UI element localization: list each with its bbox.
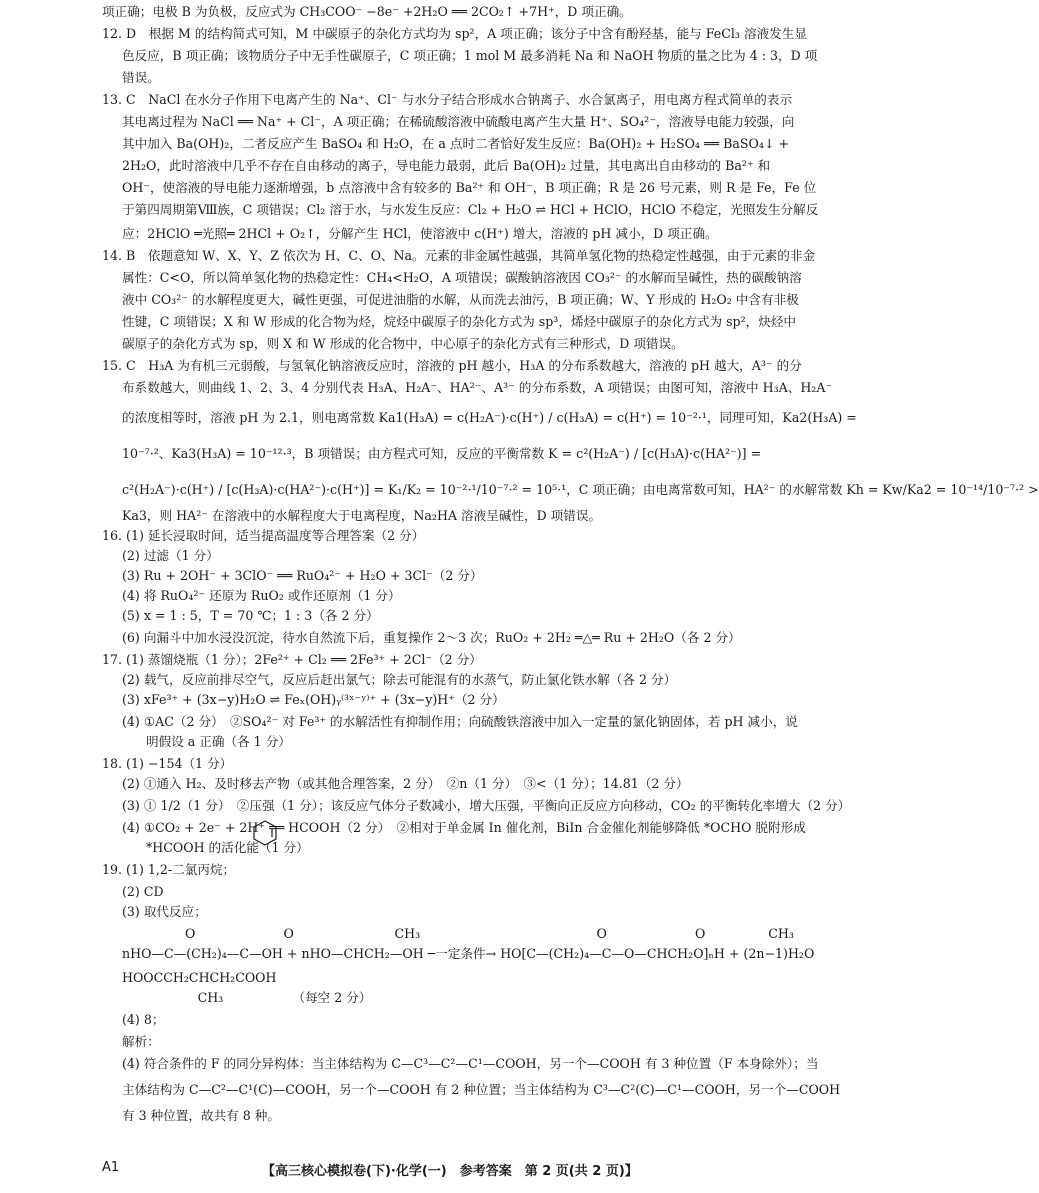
text-line: (3) 取代反应； (122, 904, 207, 919)
text-line: (2) ①通入 H₂、及时移去产物（或其他合理答案，2 分） ②n（1 分） ③<（1 分）；14.81（2 分） (122, 776, 689, 791)
equation-line: nHO—C—(CH₂)₄—C—OH + nHO—CHCH₂—OH ─一定条件→ HO[C—(CH₂)₄—C—O—CHCH₂O]ₙH + (2n−1)H₂O (122, 946, 815, 961)
text-line: 错误。 (122, 70, 160, 85)
text-line: 12. D 根据 M 的结构简式可知，M 中碳原子的杂化方式均为 sp²，A 项正确；该分子中含有酚羟基，能与 FeCl₃ 溶液发生显 (102, 26, 807, 41)
text-line: 18. (1) −154（1 分） (102, 756, 233, 771)
text-line: 项正确；电极 B 为负极，反应式为 CH₃COO⁻ −8e⁻ +2H₂O ══ 2CO₂↑ +7H⁺，D 项正确。 (102, 4, 632, 19)
text-line: 明假设 a 正确（各 1 分） (146, 734, 291, 749)
structure-line: HOOCCH₂CHCH₂COOH (122, 970, 277, 985)
page-code: A1 (102, 1160, 120, 1175)
text-line: (6) 向漏斗中加水浸没沉淀，待水自然流下后，重复操作 2～3 次；RuO₂ + 2H₂ ═△═ Ru + 2H₂O（各 2 分） (122, 630, 741, 645)
text-line: (2) 过滤（1 分） (122, 548, 219, 563)
text-line: (4) 符合条件的 F 的同分异构体：当主体结构为 C—C³—C²—C¹—COOH，另一个—COOH 有 3 种位置（F 本身除外）；当 (122, 1056, 819, 1071)
structure-line: O O CH₃ O O CH₃ (122, 926, 794, 941)
text-line: 其中加入 Ba(OH)₂，二者反应产生 BaSO₄ 和 H₂O，在 a 点时二者恰好发生反应：Ba(OH)₂ + H₂SO₄ ══ BaSO₄↓ + (122, 136, 790, 151)
text-line: (4) 将 RuO₄²⁻ 还原为 RuO₂ 或作还原剂（1 分） (122, 588, 401, 603)
text-line: 14. B 依题意知 W、X、Y、Z 依次为 H、C、O、Na。元素的非金属性越强，其简单氢化物的热稳定性越强，由于元素的非金 (102, 248, 816, 263)
text-line: 13. C NaCl 在水分子作用下电离产生的 Na⁺、Cl⁻ 与水分子结合形成水合钠离子、水合氯离子，用电离方程式简单的表示 (102, 92, 793, 107)
text-line: 主体结构为 C—C²—C¹(C)—COOH，另一个—COOH 有 2 种位置；当主体结构为 C³—C²(C)—C¹—COOH，另一个—COOH (122, 1082, 841, 1097)
text-line: Ka3，则 HA²⁻ 在溶液中的水解程度大于电离程度，Na₂HA 溶液呈碱性，D 项错误。 (122, 508, 602, 523)
text-line: (3) xFe³⁺ + (3x−y)H₂O ⇌ Feₓ(OH)ᵧ⁽³ˣ⁻ʸ⁾⁺ + (3x−y)H⁺（2 分） (122, 692, 505, 707)
text-line: 于第四周期第Ⅷ族，C 项错误；Cl₂ 溶于水，与水发生反应：Cl₂ + H₂O ⇌ HCl + HClO，HClO 不稳定，光照发生分解反 (122, 202, 819, 217)
text-line: 的浓度相等时，溶液 pH 为 2.1，则电离常数 Ka1(H₃A) = c(H₂A⁻)·c(H⁺) / c(H₃A) = c(H⁺) = 10⁻²·¹，同理可知，Ka2(H₃A) = (122, 410, 857, 425)
text-line: (5) x = 1 : 5，T = 70 ℃；1 : 3（各 2 分） (122, 608, 379, 623)
text-line: 液中 CO₃²⁻ 的水解程度更大，碱性更强，可促进油脂的水解，从而洗去油污，B 项正确；W、Y 形成的 H₂O₂ 中含有非极 (122, 292, 799, 307)
text-line: (3) Ru + 2OH⁻ + 3ClO⁻ ══ RuO₄²⁻ + H₂O + 3Cl⁻（2 分） (122, 568, 483, 583)
text-line: 有 3 种位置，故共有 8 种。 (122, 1108, 280, 1123)
text-line: 19. (1) 1,2-二氯丙烷； (102, 862, 236, 877)
text-line: (2) 载气，反应前排尽空气，反应后赶出氯气；除去可能混有的水蒸气，防止氯化铁水解（各 2 分） (122, 672, 677, 687)
text-line: OH⁻，使溶液的导电能力逐渐增强，b 点溶液中含有较多的 Ba²⁺ 和 OH⁻，B 项正确；R 是 26 号元素，则 R 是 Fe，Fe 位 (122, 180, 817, 195)
text-line: 性键，C 项错误；X 和 W 形成的化合物为烃，烷烃中碳原子的杂化方式为 sp³，烯烃中碳原子的杂化方式为 sp²，炔烃中 (122, 314, 797, 329)
text-line: 2H₂O，此时溶液中几乎不存在自由移动的离子，导电能力最弱，此后 Ba(OH)₂ 过量，其电离出自由移动的 Ba²⁺ 和 (122, 158, 771, 173)
text-line: 其电离过程为 NaCl ══ Na⁺ + Cl⁻，A 项正确；在稀硫酸溶液中硫酸电离产生大量 H⁺、SO₄²⁻，溶液导电能力较强，向 (122, 114, 795, 129)
text-line: 布系数越大，则曲线 1、2、3、4 分别代表 H₃A、H₂A⁻、HA²⁻、A³⁻ 的分布系数，A 项错误；由图可知，溶液中 H₃A、H₂A⁻ (122, 380, 833, 395)
text-line: (4) 8； (122, 1012, 165, 1027)
text-line: c²(H₂A⁻)·c(H⁺) / [c(H₃A)·c(HA²⁻)·c(H⁺)] = K₁/K₂ = 10⁻²·¹/10⁻⁷·² = 10⁵·¹，C 项正确；由电离常数可知，HA²⁻ 的水解常数 Kh = Kw/Ka2 = 10⁻¹⁴/10⁻⁷·² > (122, 482, 1039, 497)
text-line: (2) CD (122, 884, 164, 899)
text-line: 碳原子的杂化方式为 sp，则 X 和 W 形成的化合物中，中心原子的杂化方式有三种形式，D 项错误。 (122, 336, 684, 351)
text-line: 15. C H₃A 为有机三元弱酸，与氢氧化钠溶液反应时，溶液的 pH 越小，H₃A 的分布系数越大，溶液的 pH 越大，A³⁻ 的分 (102, 358, 802, 373)
text-line: (4) ①AC（2 分） ②SO₄²⁻ 对 Fe³⁺ 的水解活性有抑制作用；向硫酸铁溶液中加入一定量的氯化钠固体，若 pH 减小，说 (122, 714, 798, 729)
text-line: 17. (1) 蒸馏烧瓶（1 分）；2Fe²⁺ + Cl₂ ══ 2Fe³⁺ + 2Cl⁻（2 分） (102, 652, 482, 667)
text-line: 解析： (122, 1034, 160, 1049)
text-line: 色反应，B 项正确；该物质分子中无手性碳原子，C 项正确；1 mol M 最多消耗 Na 和 NaOH 物质的量之比为 4 : 3，D 项 (122, 48, 818, 63)
text-line: *HCOOH 的活化能（1 分） (146, 840, 309, 855)
text-line: (4) ①CO₂ + 2e⁻ + 2H⁺ ══ HCOOH（2 分） ②相对于单金属 In 催化剂，BiIn 合金催化剂能够降低 *OCHO 脱附形成 (122, 820, 806, 835)
page-footer-title: 【高三核心模拟卷(下)·化学(一) 参考答案 第 2 页(共 2 页)】 (262, 1164, 638, 1179)
text-line: 应：2HClO ═光照═ 2HCl + O₂↑，分解产生 HCl，使溶液中 c(H⁺) 增大，溶液的 pH 减小，D 项正确。 (122, 226, 718, 241)
text-line: 属性：C<O，所以简单氢化物的热稳定性：CH₄<H₂O，A 项错误；碳酸钠溶液因 CO₃²⁻ 的水解而呈碱性，热的碳酸钠溶 (122, 270, 802, 285)
text-line: (3) ① 1/2（1 分） ②压强（1 分）；该反应气体分子数减小，增大压强，平衡向正反应方向移动，CO₂ 的平衡转化率增大（2 分） (122, 798, 851, 813)
text-line: 10⁻⁷·²、Ka3(H₃A) = 10⁻¹²·³，B 项错误；由方程式可知，反应的平衡常数 K = c²(H₂A⁻) / [c(H₃A)·c(HA²⁻)] = (122, 446, 762, 461)
structure-line: CH₃ （每空 2 分） (122, 990, 372, 1005)
text-line: 16. (1) 延长浸取时间，适当提高温度等合理答案（2 分） (102, 528, 425, 543)
cyclohexene-ring-icon (252, 820, 278, 846)
